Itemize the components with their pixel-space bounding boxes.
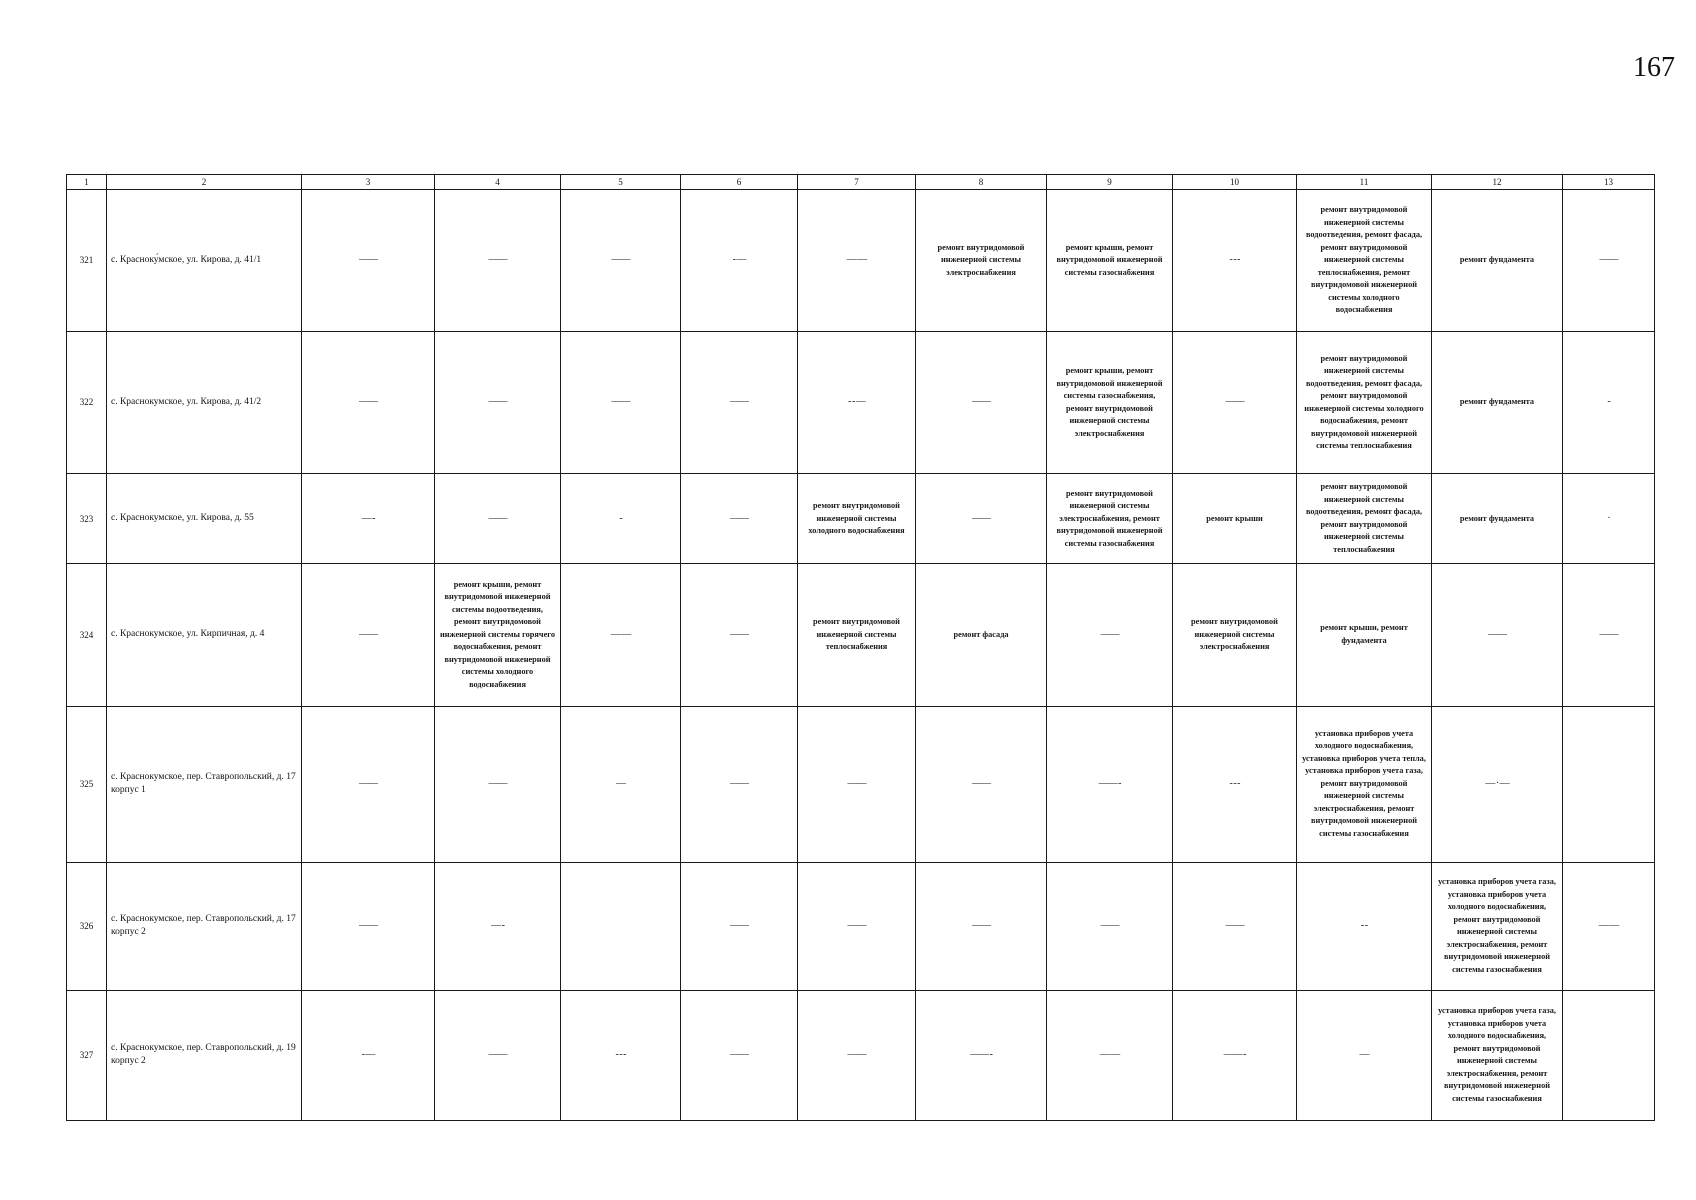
empty-dash-cell: —— xyxy=(1563,564,1655,706)
empty-dash-cell: - - - xyxy=(1173,706,1297,862)
empty-dash-cell: —— xyxy=(681,474,798,564)
work-type-cell: установка приборов учета газа, установка приборов учета холодного водоснабжения, ремонт внутридомовой инженерной системы электроснабжения, ремонт внутридомовой инженерной системы газоснабжения xyxy=(1432,862,1563,990)
work-type-cell: ремонт внутридомовой инженерной системы водоотведения, ремонт фасада, ремонт внутридомовой инженерной системы холодного водоснабжения, ремонт внутридомовой инженерной системы теплоснабжения xyxy=(1297,332,1432,474)
empty-dash-cell: —— xyxy=(681,564,798,706)
address-cell: с. Краснокумское, пер. Ставропольский, д. 17 корпус 2 xyxy=(107,862,302,990)
column-header: 6 xyxy=(681,175,798,190)
empty-dash-cell: —— xyxy=(302,862,435,990)
empty-dash-cell: —— - xyxy=(1173,990,1297,1120)
empty-dash-cell: - - xyxy=(1297,862,1432,990)
empty-dash-cell: —— xyxy=(302,564,435,706)
empty-dash-cell: —— xyxy=(916,706,1047,862)
empty-dash-cell: —— xyxy=(561,332,681,474)
empty-dash-cell xyxy=(1563,990,1655,1120)
empty-dash-cell: —— xyxy=(681,990,798,1120)
empty-dash-cell: —— xyxy=(435,990,561,1120)
empty-dash-cell: —— xyxy=(798,862,916,990)
empty-dash-cell: —— xyxy=(302,706,435,862)
row-number: 324 xyxy=(67,564,107,706)
work-type-cell: ремонт крыши, ремонт внутридомовой инженерной системы газоснабжения, ремонт внутридомовой инженерной системы электроснабжения xyxy=(1047,332,1173,474)
work-type-cell: ремонт фундамента xyxy=(1432,474,1563,564)
work-type-cell: ремонт фундамента xyxy=(1432,332,1563,474)
column-header: 11 xyxy=(1297,175,1432,190)
row-number: 325 xyxy=(67,706,107,862)
empty-dash-cell: —— xyxy=(916,862,1047,990)
column-header: 7 xyxy=(798,175,916,190)
row-number: 321 xyxy=(67,190,107,332)
empty-dash-cell: - xyxy=(1563,332,1655,474)
column-header: 13 xyxy=(1563,175,1655,190)
empty-dash-cell: — — xyxy=(1047,990,1173,1120)
header-row xyxy=(67,175,1655,190)
empty-dash-cell: —— xyxy=(1173,332,1297,474)
empty-dash-cell: - - - xyxy=(561,990,681,1120)
empty-dash-cell: —— xyxy=(435,706,561,862)
empty-dash-cell: —— xyxy=(798,990,916,1120)
work-type-cell: ремонт крыши, ремонт фундамента xyxy=(1297,564,1432,706)
empty-dash-cell xyxy=(561,862,681,990)
address-cell: с. Краснокумское, ул. Кирова, д. 41/2 xyxy=(107,332,302,474)
table-row xyxy=(67,990,1655,1120)
empty-dash-cell: —— xyxy=(1432,564,1563,706)
empty-dash-cell: —— xyxy=(435,332,561,474)
column-header: 12 xyxy=(1432,175,1563,190)
column-header: 10 xyxy=(1173,175,1297,190)
empty-dash-cell: —— - xyxy=(916,990,1047,1120)
page-number: 167 xyxy=(1633,52,1675,83)
table-row xyxy=(67,706,1655,862)
column-header: 8 xyxy=(916,175,1047,190)
work-type-cell: ремонт крыши, ремонт внутридомовой инженерной системы водоотведения, ремонт внутридомовой инженерной системы горячего водоснабжения, ремонт внутридомовой инженерной системы холодного водоснабжения xyxy=(435,564,561,706)
work-type-cell: ремонт внутридомовой инженерной системы электроснабжения, ремонт внутридомовой инженерной системы газоснабжения xyxy=(1047,474,1173,564)
empty-dash-cell: - xyxy=(561,474,681,564)
empty-dash-cell: — xyxy=(1297,990,1432,1120)
work-type-cell: ремонт внутридомовой инженерной системы электроснабжения xyxy=(1173,564,1297,706)
empty-dash-cell: —— xyxy=(1047,564,1173,706)
empty-dash-cell: —— xyxy=(1173,862,1297,990)
table-row xyxy=(67,332,1655,474)
empty-dash-cell: —— xyxy=(435,474,561,564)
column-header: 1 xyxy=(67,175,107,190)
table-row xyxy=(67,474,1655,564)
empty-dash-cell: - - - xyxy=(1173,190,1297,332)
work-type-cell: ремонт внутридомовой инженерной системы теплоснабжения xyxy=(798,564,916,706)
empty-dash-cell: — — xyxy=(561,564,681,706)
work-type-cell: установка приборов учета холодного водоснабжения, установка приборов учета тепла, установка приборов учета газа, ремонт внутридомовой инженерной системы электроснабжения, ремонт внутридомовой инженерной системы газоснабжения xyxy=(1297,706,1432,862)
works-table xyxy=(66,174,1655,1121)
work-type-cell: ремонт фундамента xyxy=(1432,190,1563,332)
empty-dash-cell: —— xyxy=(916,332,1047,474)
work-type-cell: ремонт внутридомовой инженерной системы водоотведения, ремонт фасада, ремонт внутридомовой инженерной системы теплоснабжения, ремонт внутридомовой инженерной системы холодного водоснабжения xyxy=(1297,190,1432,332)
empty-dash-cell: — - xyxy=(302,474,435,564)
empty-dash-cell: — - xyxy=(435,862,561,990)
empty-dash-cell: —— xyxy=(435,190,561,332)
address-cell: с. Краснокумское, пер. Ставропольский, д. 17 корпус 1 xyxy=(107,706,302,862)
table-row xyxy=(67,190,1655,332)
work-type-cell: ремонт внутридомовой инженерной системы электроснабжения xyxy=(916,190,1047,332)
table-row xyxy=(67,564,1655,706)
empty-dash-cell: - — xyxy=(681,190,798,332)
row-number: 322 xyxy=(67,332,107,474)
work-type-cell: установка приборов учета газа, установка приборов учета холодного водоснабжения, ремонт внутридомовой инженерной системы электроснабжения, ремонт внутридомовой инженерной системы газоснабжения xyxy=(1432,990,1563,1120)
column-header: 5 xyxy=(561,175,681,190)
work-type-cell: ремонт внутридомовой инженерной системы холодного водоснабжения xyxy=(798,474,916,564)
address-cell: с. Красноку́мское, ул. Кирова, д. 41/1 xyxy=(107,190,302,332)
empty-dash-cell: —— xyxy=(1563,190,1655,332)
address-cell: с. Краснокумское, ул. Кирова, д. 55 xyxy=(107,474,302,564)
empty-dash-cell: — xyxy=(561,706,681,862)
table-row xyxy=(67,862,1655,990)
column-header: 9 xyxy=(1047,175,1173,190)
row-number: 326 xyxy=(67,862,107,990)
column-header: 2 xyxy=(107,175,302,190)
empty-dash-cell: —— xyxy=(302,332,435,474)
work-type-cell: ремонт внутридомовой инженерной системы водоотведения, ремонт фасада, ремонт внутридомовой инженерной системы теплоснабжения xyxy=(1297,474,1432,564)
empty-dash-cell: - - — xyxy=(798,332,916,474)
work-type-cell: ремонт фасада xyxy=(916,564,1047,706)
row-number: 323 xyxy=(67,474,107,564)
empty-dash-cell: —— xyxy=(1047,862,1173,990)
empty-dash-cell: — · — xyxy=(1432,706,1563,862)
empty-dash-cell: —— xyxy=(561,190,681,332)
empty-dash-cell: - — xyxy=(302,990,435,1120)
column-header: 4 xyxy=(435,175,561,190)
row-number: 327 xyxy=(67,990,107,1120)
empty-dash-cell: —— xyxy=(681,706,798,862)
empty-dash-cell: —— xyxy=(798,706,916,862)
empty-dash-cell: —— xyxy=(302,190,435,332)
empty-dash-cell: —— xyxy=(681,332,798,474)
empty-dash-cell: —— xyxy=(681,862,798,990)
empty-dash-cell: —— xyxy=(916,474,1047,564)
work-type-cell: ремонт крыши xyxy=(1173,474,1297,564)
address-cell: с. Краснокумское, ул. Кирпичная, д. 4 xyxy=(107,564,302,706)
empty-dash-cell: —— - xyxy=(1047,706,1173,862)
empty-dash-cell: — — xyxy=(1563,862,1655,990)
address-cell: с. Краснокумское, пер. Ставропольский, д. 19 корпус 2 xyxy=(107,990,302,1120)
empty-dash-cell: · xyxy=(1563,474,1655,564)
column-header: 3 xyxy=(302,175,435,190)
empty-dash-cell xyxy=(1563,706,1655,862)
empty-dash-cell: — — xyxy=(798,190,916,332)
work-type-cell: ремонт крыши, ремонт внутридомовой инженерной системы газоснабжения xyxy=(1047,190,1173,332)
